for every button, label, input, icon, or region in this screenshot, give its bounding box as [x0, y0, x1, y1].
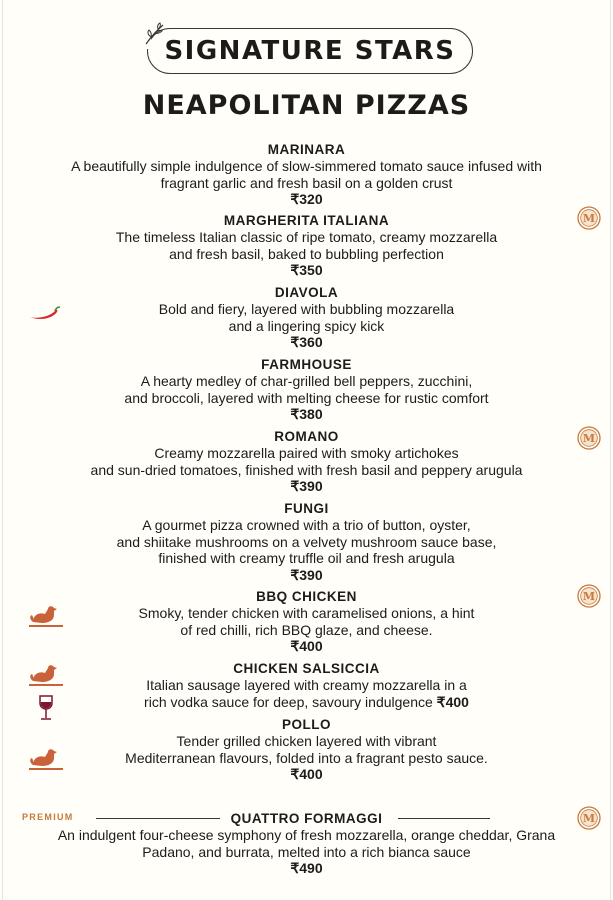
svg-text:M: M: [582, 212, 596, 226]
item-name: CHICKEN SALSICCIA: [233, 661, 380, 676]
item-description: Mediterranean flavours, folded into a fragrant pesto sauce.: [125, 749, 488, 766]
item-name: FUNGI: [284, 501, 329, 516]
chicken-icon: [28, 662, 64, 689]
item-name: MARINARA: [267, 142, 346, 157]
item-price: ₹360: [290, 334, 323, 350]
item-description: A gourmet pizza crowned with a trio of button, oyster,: [142, 517, 471, 533]
item-description-with-price: [20, 694, 593, 711]
menu-item: [20, 588, 596, 655]
item-name: POLLO: [282, 717, 331, 732]
page-edge-left: [2, 0, 3, 900]
item-description: Italian sausage layered with creamy mozzarella in a: [146, 677, 467, 693]
item-price: ₹400: [290, 766, 323, 782]
chicken-icon: [28, 603, 64, 630]
page-title: NEAPOLITAN PIZZAS: [142, 90, 471, 121]
item-description: Creamy mozzarella paired with smoky artichokes: [154, 445, 459, 461]
menu-item: [20, 212, 596, 279]
item-description: and sun-dried tomatoes, finished with fresh basil and peppery arugula: [90, 461, 523, 478]
m-badge-icon: [577, 584, 601, 608]
item-price: ₹380: [290, 406, 323, 422]
menu-item: [20, 428, 596, 495]
item-description: rich vodka sauce for deep, savoury indulgence: [144, 693, 437, 710]
item-description: Padano, and burrata, melted into a rich bianca sauce: [142, 843, 471, 860]
svg-text:M: M: [582, 432, 596, 446]
svg-text:M: M: [582, 590, 596, 604]
item-name: DIAVOLA: [274, 285, 339, 300]
item-price: ₹390: [290, 478, 323, 494]
item-name: MARGHERITA ITALIANA: [223, 213, 390, 228]
item-price: ₹400: [290, 638, 323, 654]
menu-item: [20, 810, 596, 877]
item-price: ₹350: [290, 262, 323, 278]
menu-item: [20, 284, 593, 351]
item-price: ₹400: [436, 693, 469, 710]
item-description: A hearty medley of char-grilled bell peppers, zucchini,: [140, 373, 473, 389]
item-price: ₹490: [290, 860, 323, 876]
item-description: and a lingering spicy kick: [228, 317, 385, 334]
menu-item: [20, 500, 593, 584]
wine-glass-icon: [37, 694, 55, 722]
item-name: FARMHOUSE: [261, 357, 352, 372]
m-badge-icon: [577, 806, 601, 830]
m-badge-icon: [577, 206, 601, 230]
item-description: Bold and fiery, layered with bubbling mozzarella: [158, 301, 455, 317]
item-description: and fresh basil, baked to bubbling perfection: [169, 245, 444, 262]
menu-item: [20, 356, 593, 423]
item-description: An indulgent four-cheese symphony of fresh mozzarella, orange cheddar, Grana: [57, 827, 556, 843]
item-price: ₹320: [290, 191, 323, 207]
item-description: finished with creamy truffle oil and fresh arugula: [158, 550, 455, 566]
item-name: ROMANO: [274, 429, 339, 444]
page-edge-right: [610, 0, 611, 900]
chicken-icon: [28, 746, 64, 773]
item-description: of red chilli, rich BBQ glaze, and cheese.: [180, 621, 433, 638]
item-name: BBQ CHICKEN: [256, 589, 357, 604]
menu-item: [20, 660, 593, 710]
item-description: The timeless Italian classic of ripe tomato, creamy mozzarella: [115, 229, 498, 245]
premium-tag: PREMIUM: [22, 812, 74, 822]
item-price: ₹390: [290, 566, 323, 583]
item-description: Smoky, tender chicken with caramelised onions, a hint: [138, 605, 475, 621]
signature-stars-badge: SIGNATURE STARS: [164, 36, 456, 66]
item-description: fragrant garlic and fresh basil on a golden crust: [160, 174, 453, 191]
item-description: A beautifully simple indulgence of slow-simmered tomato sauce infused with: [71, 158, 542, 174]
menu-item: [20, 141, 593, 208]
item-description: Tender grilled chicken layered with vibrant: [176, 733, 437, 749]
menu-item: [20, 716, 593, 783]
item-name: QUATTRO FORMAGGI: [230, 811, 383, 826]
svg-text:M: M: [582, 812, 596, 826]
item-description: and broccoli, layered with melting cheese for rustic comfort: [124, 389, 489, 406]
m-badge-icon: [577, 426, 601, 450]
chili-icon: [27, 305, 61, 321]
item-description: and shiitake mushrooms on a velvety mushroom sauce base,: [116, 533, 497, 550]
